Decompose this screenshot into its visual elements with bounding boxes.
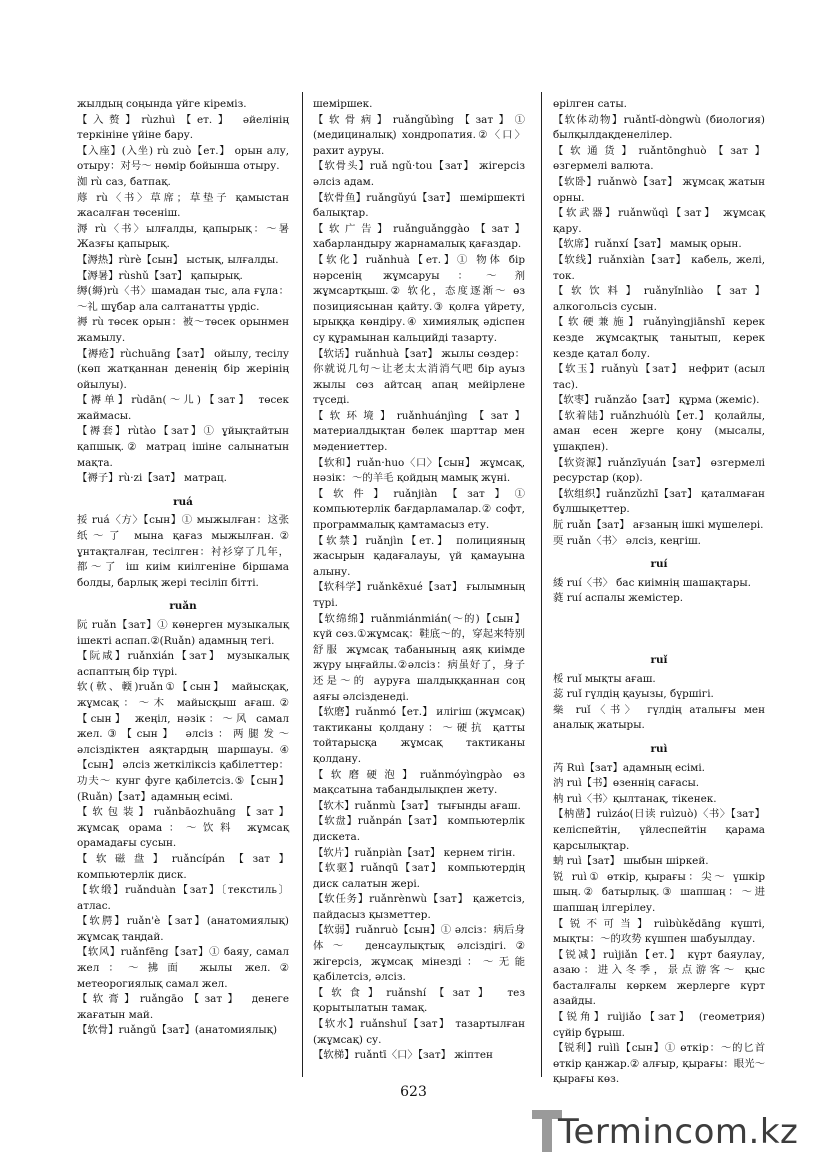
dictionary-entry: 耎 ruǎn〈书〉 әлсіз, кеңгіш. (553, 534, 701, 547)
dictionary-entry: 【软食】ruǎnshí【зат】 тез қорытылатын тамақ. (313, 986, 525, 1015)
section-heading: ruí (650, 558, 668, 571)
dictionary-entry: 溽 rù〈书〉ылғалды, қапырық：～暑 Жазғы қапырық. (77, 222, 289, 251)
dictionary-entry: 【软片】ruǎnpiàn【зат】 кернем тігін. (313, 846, 516, 859)
dictionary-entry: 【软组织】ruǎnzǔzhī【зат】 қаталмаған бұлшықеттер. (553, 487, 765, 516)
dictionary-entry: 【锐利】ruìlì【сын】① өткір：～的匕首 өткір қанжар.② алғыр, қырағы：眼光～ қырағы көз. (553, 1042, 765, 1086)
dictionary-entry: 【软科学】ruǎnkēxué【зат】 ғылымның түрі. (313, 581, 525, 609)
dictionary-entry: 【锐不可当】ruìbùkědāng күшті, мықты：～的攻势 күшпен шабуылдау. (553, 917, 765, 946)
dictionary-entry: 【溽暑】rùshǔ【зат】 қапырық. (77, 269, 243, 282)
dictionary-entry: 锐 ruì① өткір, қырағы：尖～ үшкір шың.② батырлық.③ шапшаң：～进 шапшаң ілгерілеу. (553, 870, 765, 914)
dictionary-entry: 【软弱】ruǎnruò【сын】① әлсіз：病后身体～ денсаулықтық әлсіздігі.② жігерсіз, жұмсақ мінезді：～无能 қабілетсіз, әлсіз. (313, 924, 525, 984)
dictionary-entry: 【软卧】ruǎnwò【зат】 жұмсақ жатын орны. (553, 175, 765, 204)
dictionary-entry: 蕊 ruǐ гүлдің қауызы, бүршігі. (553, 688, 714, 701)
dictionary-entry: 【软枣】ruǎnzǎo【зат】 құрма (жеміс). (553, 394, 760, 407)
dictionary-entry: 【软骨病】ruǎngǔbìng【зат】① (медициналық) хондропатия.②〈口〉 рахит ауруы. (313, 113, 525, 157)
dictionary-entry: 【软线】ruǎnxiàn【зат】 кабель, желі, ток. (553, 253, 765, 282)
dictionary-entry: 【软木】ruǎnmù【зат】 тығынды ағаш. (313, 799, 521, 812)
dictionary-entry: шеміршек. (313, 98, 373, 110)
section-heading: ruǎn (169, 600, 197, 613)
dictionary-entry: 【褥疮】rùchuāng【зат】 ойылу, тесілу (көп жатқаннан дененің бір жерінің ойылуы). (77, 347, 289, 391)
dictionary-entry: 【软包装】ruǎnbāozhuāng【зат】 жұмсақ орама：～饮料 жұмсақ орамадағы сусын. (77, 806, 289, 850)
dictionary-entry: 蕤 ruí аспалы жемістер. (553, 592, 684, 605)
site-logo (522, 1100, 812, 1156)
dictionary-entry: 【软水】ruǎnshuǐ【зат】 тазартылған (жұмсақ) су. (313, 1018, 525, 1046)
dictionary-entry: 【软和】ruǎn·huo〈口〉【сын】 жұмсақ, нәзік：～的羊毛 қойдың мамық жүні. (313, 456, 525, 485)
dictionary-entry: 【褥子】rù·zi【зат】 матрац. (77, 472, 227, 485)
dictionary-entry: 【软腭】ruǎn'è【зат】(анатомиялық) жұмсақ таңдай. (77, 915, 289, 943)
dictionary-entry: 缛(縟)rù〈书〉шамадан тыс, ала ғұла：～礼 шұбар ала салтанатты үрдіс. (77, 285, 289, 313)
dictionary-entry: 汭 ruì【书】өзеннің сағасы. (553, 777, 700, 790)
dictionary-entry: 【软缎】ruǎnduàn【зат】〔текстиль〕 атлас. (77, 884, 289, 912)
dictionary-entry: 【软风】ruǎnfēng【зат】① баяу, самал жел：～拂面 жылы жел.② метеорогиялық самал жел. (77, 946, 289, 990)
dictionary-entry: 【软骨鱼】ruǎngǔyú【зат】 шеміршекті балықтар. (313, 191, 525, 220)
dictionary-entry: 【软磨硬泡】ruǎnmóyìngpào өз мақсатына табандылықпен жету. (313, 768, 525, 797)
dictionary-entry: 【锐减】ruìjiǎn【ет.】 күрт баяулау, азаю：进入冬季，景点游客～ қыс басталғалы көркем жерлерге күрт азайды. (553, 948, 765, 1008)
dictionary-entry: 【软着陆】ruǎnzhuólù【ет.】 қолайлы, аман есен жерге қону (мысалы, ұшақпен). (553, 409, 765, 454)
dictionary-entry: 【软膏】ruǎngāo【зат】 денеге жағатын май. (77, 993, 289, 1021)
dictionary-entry: 【软话】ruǎnhuà【зат】 жылы сөздер：你就说几句～让老太太消消气吧 бір ауыз жылы сөз айтсаң апаң мейірлене түседі. (313, 347, 525, 407)
section-heading: ruǐ (650, 654, 668, 666)
dictionary-entry: 緌 ruí〈书〉 бас киімнің шашақтары. (553, 576, 751, 589)
dictionary-entry: 【软磨】ruǎnmó【ет.】 илігіш (жұмсақ) тактиканы қолдану：～硬抗 қатты тойтарысқа жұмсақ тактиканы қолдану. (313, 706, 525, 765)
dictionary-entry: 【软禁】ruǎnjìn【ет.】 полицияның жасырын қадағалауы, үй қамауына алыну. (313, 534, 525, 578)
dictionary-entry: 橤 ruǐ〈书〉 гүлдің аталығы мен аналық жатыры. (553, 703, 765, 732)
dictionary-entry: 【软硬兼施】ruǎnyìngjiānshī керек кезде жұмсақтық танытып, керек кезде қатал болу. (553, 316, 765, 360)
dictionary-entry: 褥 rù төсек орын：被～төсек орынмен жамылу. (77, 316, 289, 344)
section-heading: ruì (650, 742, 668, 755)
dictionary-entry: 蚋 ruì【зат】 шыбын шіркей. (553, 855, 709, 868)
dictionary-entry: 【软梯】ruǎntī〈口〉【зат】 жіптен (313, 1049, 493, 1062)
dictionary-entry: 【软绵绵】ruǎnmiánmián(～的)【сын】 күй сөз.①жұмсақ：鞋底～的，穿起来特别舒服 жұмсақ табанының аяқ киімде жүру ыңғайлы.②әлсіз：病虽好了，身子还是～的 ауруға шалдыққаннан соң аяғы әлсізденеді. (313, 612, 525, 703)
logo-t-stem-icon (542, 1110, 552, 1152)
dictionary-entry: 【软盘】ruǎnpán【зат】 компьютерлік дискета. (313, 815, 525, 843)
dictionary-entry: 挼 ruá〈方〉【сын】① мыжылған：这张纸～了 мына қағаз мыжылған.② ұнтақталған, тесілген：衬衫穿了几年，都～了 іш киім киілгеніне біршама болды, барлық жері тесіліп бітті. (77, 514, 289, 589)
dictionary-entry: 【软环境】ruǎnhuánjìng【зат】 материалдықтан бөлек шарттар мен мәдениеттер. (313, 409, 525, 454)
dictionary-entry: 【软饮料】ruǎnyǐnliào【зат】 алкогольсіз сусын. (553, 285, 765, 313)
dictionary-entry: 软(軟、輭)ruǎn①【сын】 майысқақ, жұмсақ：～木 майысқыш ағаш.②【сын】 жеңіл, нәзік：～风 самал жел.③【сын】 әлсіз：两腿发～ әлсіздіктен аяқтардың шаршауы.④【сын】 әлсіз жеткіліксіз қабілеттер：功夫～ кунг фуге қабілетсіз.⑤【сын】(Ruǎn)【зат】адамның есімі. (77, 681, 289, 803)
dictionary-entry: 【褥单】rùdān(～儿)【зат】 төсек жаймасы. (77, 394, 289, 422)
dictionary-entry: 【软驱】ruǎnqū【зат】 компьютердің диск салатын жері. (313, 862, 525, 890)
dictionary-entry: 枘 ruì〈书〉қылтанақ, тікенек. (553, 792, 717, 805)
dictionary-entry: 【软骨】ruǎngǔ【зат】(анатомиялық) (77, 1024, 277, 1037)
section-heading: ruá (173, 495, 193, 508)
dictionary-entry: 【锐角】ruìjiǎo【зат】 (геометрия) сүйір бұрыш. (553, 1011, 765, 1039)
dictionary-entry: 【软骨头】ruǎ ngǔ·tou【зат】 жігерсіз әлсіз адам. (313, 160, 525, 188)
dictionary-column-1 (77, 97, 289, 1039)
column-rule-left (302, 92, 303, 1077)
dictionary-entry: 【软广告】ruǎnguǎnggào【зат】 хабарландыру жарнамалық қағаздар. (313, 222, 525, 251)
dictionary-entry: 【软玉】ruǎnyù【зат】 нефрит (асыл тас). (553, 363, 765, 391)
logo-text: Termincom.kz (558, 1112, 799, 1152)
dictionary-entry: 【软化】ruǎnhuà【ет.】① 物体 бір нәрсенің жұмсаруы：～剂 жұмсартқыш.② 软化，态度逐渐～ өз позициясынан қайту.③ қолға үйрету, ырыққа көндіру.④ химиялық әдіспен су құрамынан кальцийді тазарту. (313, 253, 525, 344)
dictionary-entry: 【软席】ruǎnxí【зат】 мамық орын. (553, 238, 742, 251)
dictionary-entry: жылдың соңында үйге кіреміз. (77, 98, 247, 110)
dictionary-column-3 (553, 97, 765, 1088)
dictionary-entry: 洳 rù саз, батпақ. (77, 175, 171, 188)
dictionary-entry: 【软通货】ruǎntōnghuò【зат】 өзгермелі валюта. (553, 144, 765, 173)
dictionary-entry: 蓐 rù〈书〉草席；草垫子 қамыстан жасалған төсеніш. (77, 191, 289, 220)
dictionary-entry: 阮 ruǎn【зат】① көнерген музыкалық ішекті аспап.②(Ruǎn) адамның тегі. (77, 619, 289, 647)
dictionary-entry: 【软磁盘】ruǎncípán【зат】 компьютерлік диск. (77, 852, 289, 881)
dictionary-entry: 【入赘】rùzhuì【ет.】 әйелінің теркініне үйіне бару. (77, 113, 289, 142)
dictionary-entry: 朊 ruǎn【зат】 ағзаның ішкі мүшелері. (553, 519, 764, 532)
dictionary-entry: 【软武器】ruǎnwǔqì【зат】 жұмсақ қару. (553, 207, 765, 235)
dictionary-entry: 【软件】ruǎnjiàn【зат】① компьютерлік бағдарламалар.② софт, программалық қамтамасыз ету. (313, 487, 525, 532)
dictionary-entry: 【枘凿】ruìzáo(日读 ruìzuò)〈书〉【зат】 келіспейтін, үйлеспейтін қарама қарсылықтар. (553, 808, 765, 852)
dictionary-entry: 芮 Ruì【зат】адамның есімі. (553, 761, 705, 774)
dictionary-column-2 (313, 97, 525, 1064)
dictionary-entry: 【软任务】ruǎnrènwù【зат】 қажетсіз, пайдасыз қызметтер. (313, 893, 525, 921)
section-spacer (553, 607, 765, 645)
dictionary-entry: 【阮咸】ruǎnxián【зат】 музыкалық аспаптың бір түрі. (77, 650, 289, 678)
dictionary-entry: 【入座】(入坐) rù zuò【ет.】 орын алу, отыру：对号～ нөмір бойынша отыру. (77, 144, 289, 173)
dictionary-entry: 【溽热】rùrè【сын】 ыстық, ылғалды. (77, 253, 279, 266)
dictionary-entry: 桵 ruǐ мықты ағаш. (553, 672, 656, 685)
dictionary-entry: 【褥套】rùtào【зат】① ұйықтайтын қапшық.② матрац ішіне салынатын мақта. (77, 425, 289, 469)
dictionary-entry: 【软体动物】ruǎntǐ-dòngwù (биология) былқылдақденелілер. (553, 113, 765, 142)
page-number: 623 (400, 1084, 427, 1100)
dictionary-entry: 【软资源】ruǎnzīyuán【зат】 өзгермелі ресурстар (қор). (553, 456, 765, 485)
dictionary-entry: өрілген саты. (553, 98, 627, 110)
column-rule-right (541, 92, 542, 1077)
